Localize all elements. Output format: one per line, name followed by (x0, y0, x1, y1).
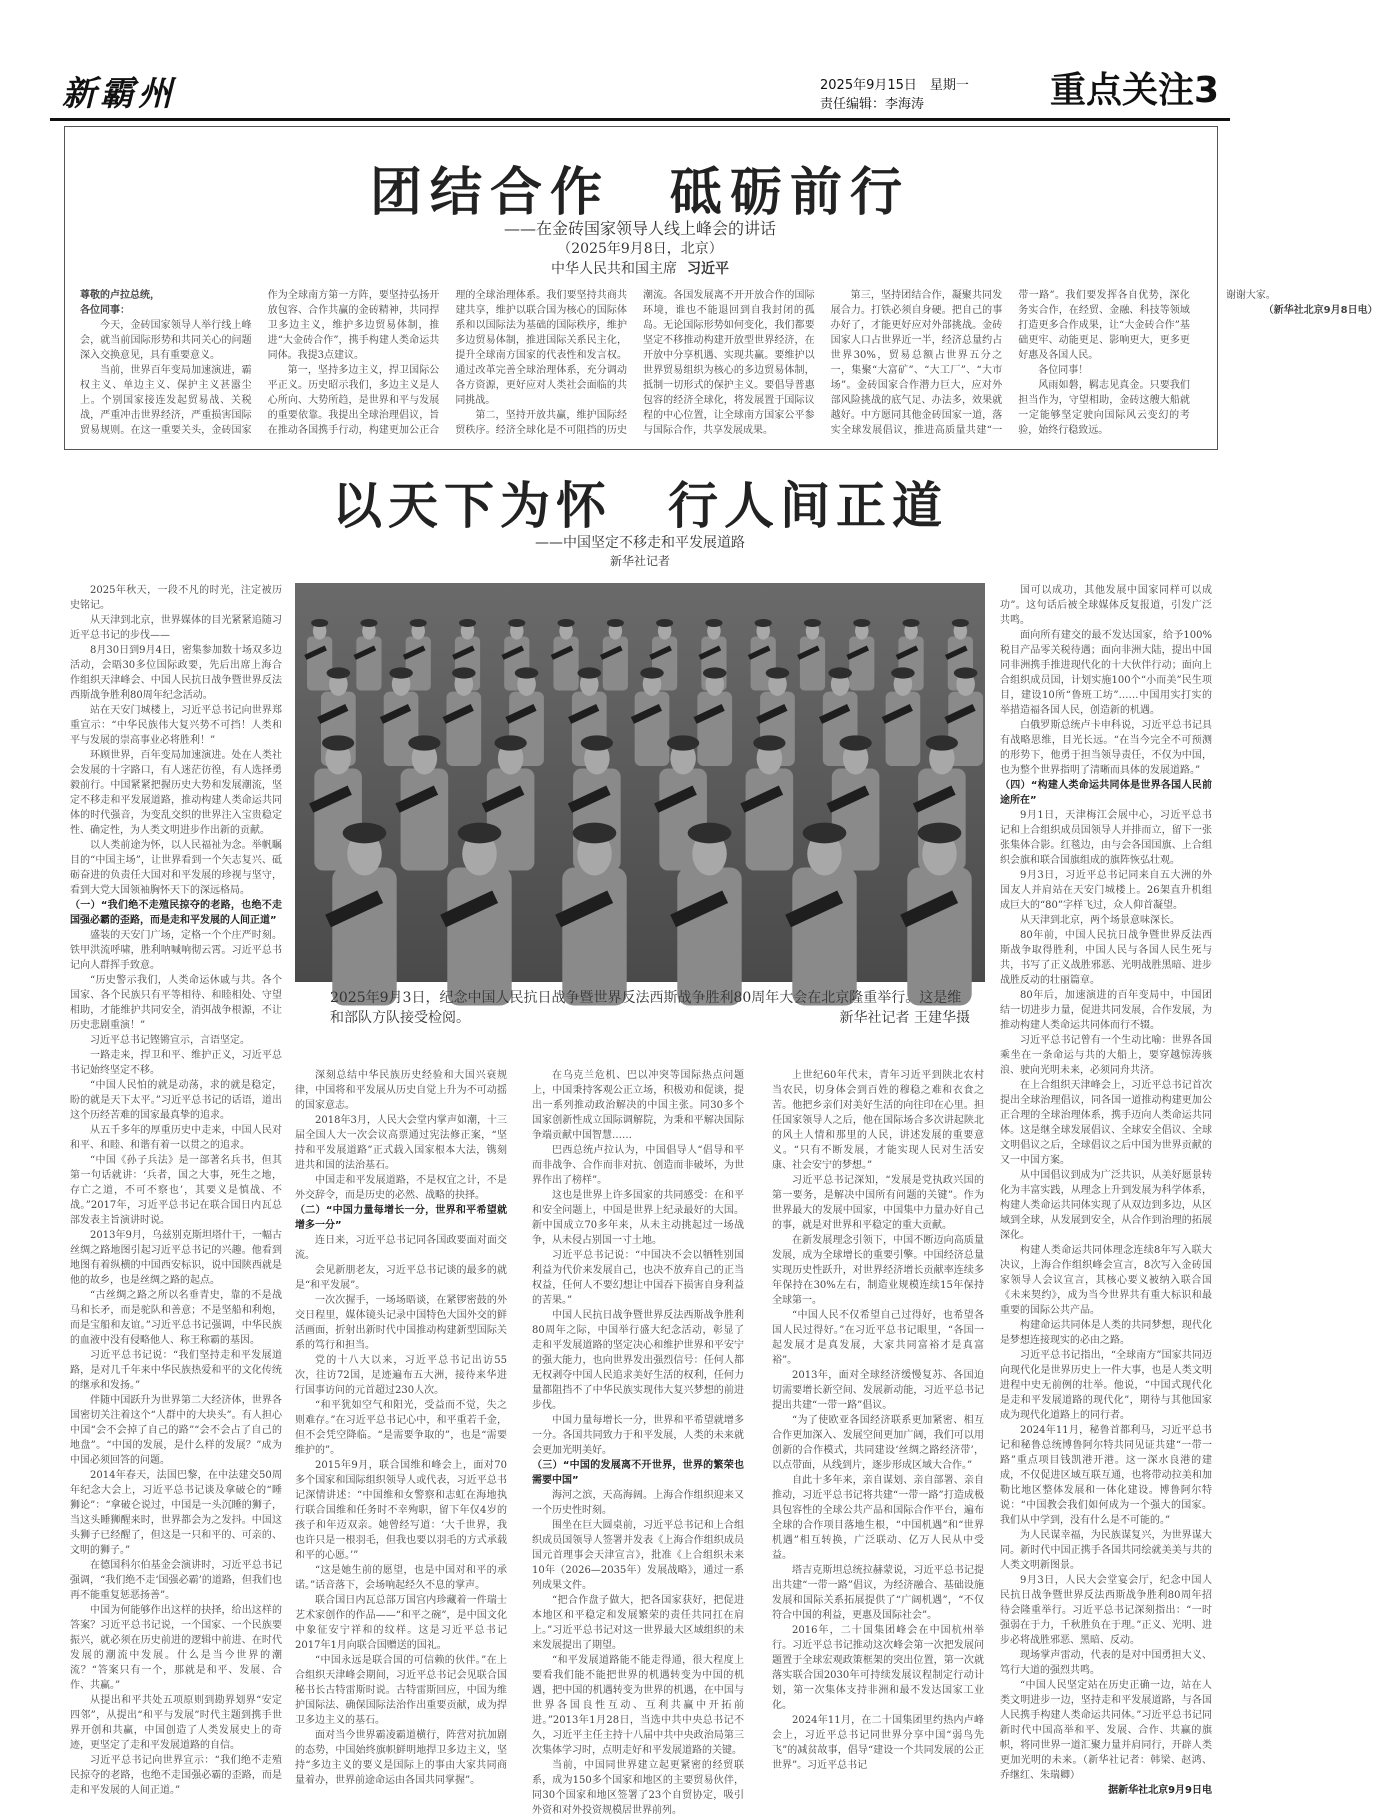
article-paragraph: 9月3日，人民大会堂宴会厅，纪念中国人民抗日战争暨世界反法西斯战争胜利80周年招待会隆重举行。习近平总书记深刻指出：“一时强弱在于力，千秋胜负在于理。”正义、光明、进步必将战胜邪恶、黑暗、反动。 (1000, 1575, 1212, 1646)
header-rule (50, 118, 1230, 121)
speech-paragraph: 谢谢大家。 (1225, 290, 1276, 301)
article-paragraph: 80年后，加速演进的百年变局中，中国团结一切进步力量，促进共同发展，合作发展，为推动构建人类命运共同体而行不辍。 (1000, 990, 1212, 1031)
speech-paragraph: 风雨如磐，羁志见真金。只要我们担当作为，守望相助，金砖这艘大船就一定能够坚定驶向国际风云变幻的考验，始终行稳致远。 (1018, 380, 1190, 436)
article1-date-place: （2025年9月8日，北京） (557, 241, 723, 257)
article2-byline: 新华社记者 (609, 554, 670, 568)
article-paragraph: 中国人民抗日战争暨世界反法西斯战争胜利80周年之际，中国举行盛大纪念活动，彰显了走和平发展道路的坚定决心和维护世界和平安宁的强大能力，也向世界发出强烈信号：任何人都无权剥夺中国人民追求美好生活的权利，任何力量都阻挡不了中华民族实现伟大复兴梦想的前进步伐。 (532, 1310, 744, 1411)
section-heading: （三）“中国的发展离不开世界，世界的繁荣也需要中国” (532, 1460, 744, 1486)
article-paragraph: “这是她生前的愿望，也是中国对和平的承诺。”话音落下，会场响起经久不息的掌声。 (295, 1565, 507, 1591)
article-paragraph: 中国力量每增长一分，世界和平希望就增多一分。各国共同致力于和平发展，人类的未来就会更加光明美好。 (532, 1415, 744, 1456)
article-paragraph: 2013年，面对全球经济缓慢复苏、各国迫切需要增长新空间、发展新动能，习近平总书记提出共建“一带一路”倡议。 (772, 1370, 984, 1411)
article-paragraph: 一次次握手，一场场晤谈，在紧锣密鼓的外交日程里，媒体镜头记录中国特色大国外交的鲜活画面，折射出新时代中国推动构建新型国际关系的笃行和担当。 (295, 1295, 507, 1351)
issue-date: 2025年9月15日 星期一 (820, 78, 969, 93)
article-paragraph: 为人民谋幸福，为民族谋复兴，为世界谋大同。新时代中国正携手各国共同绘就美美与共的人类文明新图景。 (1000, 1530, 1212, 1571)
speech-paragraph: 当前，世界百年变局加速演进，霸权主义、单边主义、保护主义甚嚣尘上。个别国家接连发起贸易战、关税战，严重冲击世界经济，严重损害国际贸易规则。在这一重要关头，金砖国家作为全球南方第一方阵，要坚持弘扬开放包容、合作共赢的金砖精神，共同捍卫多边主义，维护多边贸易体制，推进“大金砖合作”，携手构建人类命运共同体。我提3点建议。 (80, 290, 440, 436)
article-paragraph: 盛装的天安门广场，定格一个个庄严时刻。铁甲洪流呼啸，胜利呐喊响彻云霄。习近平总书记向人群挥手致意。 (70, 930, 282, 971)
article-paragraph: “历史警示我们，人类命运休戚与共。各个国家、各个民族只有平等相待、和睦相处、守望相助，才能维护共同安全，消弭战争根源，不让历史悲剧重演！” (70, 975, 282, 1031)
article-column-4 (772, 1068, 984, 1788)
article-paragraph: 习近平总书记铿锵宣示，言语坚定。 (90, 1035, 250, 1046)
article-paragraph: 在乌克兰危机、巴以冲突等国际热点问题上，中国秉持客观公正立场，积极劝和促谈，提出一系列推动政治解决的中国主张。同30多个国家创新性成立国际调解院，为秉和平解决国际争端贡献中国智慧…… (532, 1070, 744, 1141)
article2-title: 以天下为怀 行人间正道 (332, 477, 948, 535)
article-paragraph: 2013年9月，乌兹别克斯坦塔什干，一幅古丝绸之路地图引起习近平总书记的兴趣。他看到地图有着纵横的中国西安标识，说中国陕西就是他的故乡，也是丝绸之路的起点。 (70, 1230, 282, 1286)
article1-author-line (0, 258, 1280, 278)
article-paragraph: 在上合组织天津峰会上，习近平总书记首次提出全球治理倡议，同各国一道推动构建更加公正合理的全球治理体系，携手迈向人类命运共同体。这是继全球发展倡议、全球安全倡议、全球文明倡议之后，全球倡议之后中国为世界贡献的又一中国方案。 (1000, 1080, 1212, 1166)
article-paragraph: 联合国日内瓦总部万国宫内珍藏着一件瑞士艺术家创作的作品——“和平之碗”，是中国文化中象征安宁祥和的纹样。这是习近平总书记2017年1月向联合国赠送的国礼。 (295, 1595, 507, 1651)
article-paragraph: 在德国科尔伯基金会演讲时，习近平总书记强调，“我们绝不走‘国强必霸’的道路，但我们也再不能重复惩恶扬善”。 (70, 1560, 282, 1601)
article-paragraph: 这也是世界上许多国家的共同感受：在和平和安全问题上，中国是世界上纪录最好的大国。新中国成立70多年来，从未主动挑起过一场战争，从未侵占别国一寸土地。 (532, 1190, 744, 1246)
article-paragraph: 2016年，二十国集团峰会在中国杭州举行。习近平总书记推动这次峰会第一次把发展问题置于全球宏观政策框架的突出位置，第一次就落实联合国2030年可持续发展议程制定行动计划，第一次集体支持非洲和最不发达国家工业化。 (772, 1625, 984, 1711)
article-paragraph: 2024年11月，在二十国集团里约热内卢峰会上，习近平总书记同世界分享中国“弱鸟先飞”的减贫故事，倡导“建设一个共同发展的公正世界”。习近平总书记 (772, 1715, 984, 1771)
photo-caption (330, 988, 970, 1028)
speech-paragraph: 各位同事！ (1038, 365, 1089, 376)
speech-body (80, 288, 1378, 438)
article-paragraph: 从天津到北京，两个场景意味深长。 (1020, 915, 1180, 926)
section-heading: （二）“中国力量每增长一分，世界和平希望就增多一分” (295, 1205, 507, 1231)
parade-photo-image (295, 583, 985, 982)
article-paragraph: 站在天安门城楼上，习近平总书记向世界郑重宣示：“中华民族伟大复兴势不可挡！人类和平与发展的崇高事业必将胜利！” (70, 705, 282, 746)
article-paragraph: 上世纪60年代末，青年习近平到陕北农村当农民，切身体会到百姓的穆稳之难和衣食之苦。他把乡亲们对美好生活的向往印在心里。担任国家领导人之后，他在国际场合多次讲起陕北的风土人情和那里的人民，讲述发展的重要意义。“只有不断发展，才能实现人民对生活安康、社会安宁的梦想。” (772, 1070, 984, 1171)
author-name: 习近平 (687, 261, 729, 277)
article-paragraph: 面向所有建交的最不发达国家，给予100%税目产品零关税待遇；面向非洲大陆，提出中国同非洲携手推进现代化的十大伙伴行动；面向上合组织成员国，计划实施100个“小而美”民生项目，建设10所“鲁班工坊”……中国用实打实的举措造福各国人民，创造新的机遇。 (1000, 630, 1212, 716)
salutation: 尊敬的卢拉总统， (80, 290, 160, 301)
article-paragraph: 深刻总结中华民族历史经验和大国兴衰规律，中国将和平发展从历史自觉上升为不可动摇的国家意志。 (295, 1070, 507, 1111)
article-column-2 (295, 1068, 507, 1788)
article-paragraph: 9月1日，天津梅江会展中心，习近平总书记和上合组织成员国领导人并排而立，留下一张张集体合影。红毯边，由与会各国国旗、上合组织会旗和联合国旗组成的旗阵恢弘壮观。 (1000, 810, 1212, 866)
article-paragraph: 党的十八大以来，习近平总书记出访55次，往访72国，足迹遍布五大洲，接待来华进行国事访问的元首超过230人次。 (295, 1355, 507, 1396)
article-paragraph: 构建人类命运共同体理念连续8年写入联大决议，上海合作组织峰会宣言，8次写入金砖国家领导人会议宣言，其核心要义被纳入联合国《未来契约》，成为当今世界共有重大标识和最重要的国际公共产品。 (1000, 1245, 1212, 1316)
article-paragraph: “中国人民坚定站在历史正确一边，站在人类文明进步一边，坚持走和平发展道路，与各国人民携手构建人类命运共同体。”习近平总书记同新时代中国高举和平、发展、合作、共赢的旗帜，将同世界一道汇聚力量并肩同行，开辟人类更加光明的未来。（新华社记者：韩梁、赵鸿、乔继红、朱瑞卿） (1000, 1680, 1212, 1781)
speech-paragraph: 第一，坚持多边主义，捍卫国际公平正义。历史昭示我们，多边主义是人心所向、大势所趋，是世界和平与发展的重要依靠。我提出全球治理倡议，旨在推动各国携手行动，构建更加公正合理的全球治理体系。我们要坚持共商共建共享，维护以联合国为核心的国际体系和以国际法为基础的国际秩序，维护多边贸易体制，推进国际关系民主化，提升全球南方国家的代表性和发言权。通过改革完善全球治理体系，充分调动各方资源，更好应对人类社会面临的共同挑战。 (267, 290, 627, 436)
photo-credit: 新华社记者 王建华摄 (839, 1010, 970, 1026)
section-heading: （四）“构建人类命运共同体是世界各国人民前途所在” (1000, 780, 1212, 806)
section-title: 重点关注3 (1050, 70, 1220, 111)
article-paragraph: 自此十多年来，亲自谋划、亲自部署、亲自推动，习近平总书记将共建“一带一路”打造成极具包容性的全球公共产品和国际合作平台，遍布全球的合作项目落地生根，“中国机遇”和“世界机遇”相互转换，广泛联动、亿万人民从中受益。 (772, 1475, 984, 1561)
article-paragraph: 一路走来，捍卫和平、维护正义，习近平总书记始终坚定不移。 (70, 1050, 282, 1076)
article-paragraph: 2024年11月，秘鲁首都利马，习近平总书记和秘鲁总统博鲁阿尔特共同见证共建“一带一路”重点项目钱凯港开港。这一深水良港的建成，不仅促进区域互联互通，也将带动拉美和加勒比地区整体发展和一体化建设。博鲁阿尔特说：“中国教会我们如何成为一个强大的国家。我们从中学到，没有什么是不可能的。” (1000, 1425, 1212, 1526)
newspaper-name: 新霸州 (62, 74, 176, 114)
article-paragraph: 8月30日到9月4日，密集参加数十场双多边活动，会晤30多位国际政要，先后出席上海合作组织天津峰会、中国人民抗日战争暨世界反法西斯战争胜利80周年纪念活动。 (70, 645, 282, 701)
article-paragraph: 以人类前途为怀，以人民福祉为念。举帆瞩目的“中国主场”，让世界看到一个矢志复兴、砥砺奋进的负责任大国对和平发展的珍视与坚守，看到大党大国领袖胸怀天下的深远格局。 (70, 840, 282, 896)
article1-title: 团结合作 砥砺前行 (369, 163, 910, 223)
article-paragraph: 在新发展理念引领下，中国不断迈向高质量发展，成为全球增长的重要引擎。中国经济总量实现历史性跃升，对世界经济增长贡献率连续多年保持在30%左右，制造业规模连续15年保持全球第一。 (772, 1235, 984, 1306)
article-paragraph: 伴随中国跃升为世界第二大经济体，世界各国密切关注着这个“人群中的大块头”。有人担心中国“会不会掉了自己的路”“会不会占了自己的地盘”。“中国的发展，是什么样的发展？”成为中国必须回答的问题。 (70, 1395, 282, 1466)
photo-caption-text: 2025年9月3日，纪念中国人民抗日战争暨世界反法西斯战争胜利80周年大会在北京隆重举行。这是维和部队方队接受检阅。 (330, 990, 962, 1026)
article-paragraph: 面对当今世界霸凌霸道横行，阵营对抗加剧的态势，中国始终旗帜鲜明地捍卫多边主义，坚持“多边主义的要义是国际上的事由大家共同商量着办，世界前途命运由各国共同掌握”。 (295, 1730, 507, 1786)
article-paragraph: “中国人民不仅希望自己过得好，也希望各国人民过得好。”在习近平总书记眼里，“各国一起发展才是真发展，大家共同富裕才是真富裕”。 (772, 1310, 984, 1366)
article-paragraph: 2015年9月，联合国维和峰会上，面对70多个国家和国际组织领导人或代表，习近平总书记深情讲述：“中国维和女警察和志虹在海地执行联合国维和任务时不幸殉职，留下年仅4岁的孩子和年迈双亲。她曾经写道：‘大千世界，我也许只是一根羽毛，但我也要以羽毛的方式承载和平的心愿。’” (295, 1460, 507, 1561)
article-paragraph: 国可以成功，其他发展中国家同样可以成功”。这句话后被全球媒体反复报道，引发广泛共鸣。 (1000, 585, 1212, 626)
article-paragraph: 从中国倡议到成为广泛共识，从美好愿景转化为丰富实践，从理念上升到发展为科学体系，构建人类命运共同体实现了从双边到多边，从区域到全球，从发展到安全，从合作到治理的拓展深化。 (1000, 1170, 1212, 1241)
article-paragraph: “和平犹如空气和阳光，受益而不觉，失之则难存。”在习近平总书记心中，和平重若千金，但不会凭空降临。“是需要争取的”，也是“需要维护的”。 (295, 1400, 507, 1456)
article-paragraph: 塔吉克斯坦总统拉赫蒙说，习近平总书记提出共建“一带一路”倡议，为经济融合、基础设施发展和国际关系拓展提供了“广阔机遇”，“不仅符合中国的利益，更惠及国际社会”。 (772, 1565, 984, 1621)
article-paragraph: “把合作盘子做大，把各国家获好，把促进本地区和平稳定和发展繁荣的责任共同扛在肩上。”习近平总书记对这一世界最大区域组织的未来发展提出了期望。 (532, 1595, 744, 1651)
article-paragraph: 习近平总书记向世界宣示：“我们绝不走殖民掠夺的老路，也绝不走国强必霸的歪路，而是走和平发展的人间正道。” (70, 1755, 282, 1796)
article-column-3 (532, 1068, 744, 1816)
article-paragraph: 连日来，习近平总书记同各国政要面对面交流。 (295, 1235, 507, 1261)
article-paragraph: 从五千多年的厚重历史中走来，中国人民对和平、和睦、和谐有着一以贯之的追求。 (70, 1125, 282, 1151)
article-paragraph: 习近平总书记指出，“全球南方”国家共同迈向现代化是世界历史上一件大事，也是人类文明进程中史无前例的壮举。他说，“中国式现代化是走和平发展道路的现代化”，期待与其他国家成为现代化道路上的同行者。 (1000, 1350, 1212, 1421)
article-paragraph: 2025年秋天，一段不凡的时光，注定被历史铭记。 (70, 585, 282, 611)
article-paragraph: “中国人民怕的就是动荡，求的就是稳定，盼的就是天下太平。”习近平总书记的话语，道出这个历经苦难的国家最真挚的追求。 (70, 1080, 282, 1121)
article-paragraph: 白俄罗斯总统卢卡申科说，习近平总书记具有战略思维，目光长远。“在当今完全不可预测的形势下，他勇于担当领导责任，不仅为中国，也为整个世界指明了清晰而具体的发展道路。” (1000, 720, 1212, 776)
article-paragraph: 现场掌声雷动，代表的是对中国勇担大义、笃行大道的强烈共鸣。 (1000, 1650, 1212, 1676)
speech-paragraph: 第三，坚持团结合作，凝聚共同发展合力。打铁必须自身硬。把自己的事办好了，才能更好应对外部挑战。金砖国家人口占世界近一半，经济总量约占世界30%，贸易总额占世界五分之一，集聚“大富矿”、“大工厂”、“大市场”。金砖国家合作潜力巨大，应对外部风险挑战的底气足、办法多，效果就越好。中方愿同其他金砖国家一道，落实全球发展倡议，推进高质量共建“一带一路”。我们要发挥各自优势，深化务实合作，在经贸、金融、科技等领域打造更多合作成果，让“大金砖合作”基础更牢、动能更足、影响更大，更多更好惠及各国人民。 (830, 290, 1190, 436)
salutation-2: 各位同事： (80, 305, 130, 316)
article-paragraph: 中国走和平发展道路，不是权宜之计，不是外交辞令，而是历史的必然、战略的抉择。 (295, 1175, 507, 1201)
article-paragraph: 2018年3月，人民大会堂内掌声如潮，十三届全国人大一次会议高票通过宪法修正案，“坚持和平发展道路”正式载入国家根本大法，镌刻进共和国的法治基石。 (295, 1115, 507, 1171)
article-paragraph: 习近平总书记深知，“发展是党执政兴国的第一要务，是解决中国所有问题的关键”。作为世界最大的发展中国家，中国集中力量办好自己的事，就是对世界和平稳定的重大贡献。 (772, 1175, 984, 1231)
article-paragraph: 海河之滨，天高海阔。上海合作组织迎来又一个历史性时刻。 (532, 1490, 744, 1516)
speech-paragraphs (80, 288, 1378, 438)
article-paragraph: 构建命运共同体是人类的共同梦想，现代化是梦想连接现实的必由之路。 (1000, 1320, 1212, 1346)
article-paragraph: “中国《孙子兵法》是一部著名兵书，但其第一句话就讲：‘兵者，国之大事，死生之地，存亡之道，不可不察也’，其要义是慎战、不战。”2017年，习近平总书记在联合国日内瓦总部发表主旨演讲时说。 (70, 1155, 282, 1226)
article-paragraph: 从提出和平共处五项原则到勘界划界“安定四邻”，从提出“和平与发展”时代主题到携手世界开创和共赢，中国创造了人类发展史上的奇迹，更坚定了走和平发展道路的自信。 (70, 1695, 282, 1751)
article2-subtitle: ——中国坚定不移走和平发展道路 (535, 535, 745, 551)
article-paragraph: “中国永远是联合国的可信赖的伙伴。”在上合组织天津峰会期间，习近平总书记会见联合国秘书长古特雷斯时说。古特雷斯回应，中国为维护国际法、确保国际法治作出重要贡献，成为捍卫多边主义的基石。 (295, 1655, 507, 1726)
speech-paragraph: 今天，金砖国家领导人举行线上峰会，就当前国际形势和共同关心的问题深入交换意见，具有重要意义。 (80, 320, 252, 361)
article-paragraph: “古丝绸之路之所以名垂青史，靠的不是战马和长矛，而是驼队和善意；不是坚船和利炮，而是宝船和友谊。”习近平总书记强调，中华民族的血液中没有侵略他人、称王称霸的基因。 (70, 1290, 282, 1346)
article-paragraph: 巴西总统卢拉认为，中国倡导人“倡导和平而非战争、合作而非对抗、创造而非破坏，为世界作出了榜样”。 (532, 1145, 744, 1186)
article-paragraph: 9月3日，习近平总书记同来自五大洲的外国友人并肩站在天安门城楼上。26架直升机组成巨大的“80”字样飞过，众人仰首凝望。 (1000, 870, 1212, 911)
responsible-editor: 责任编辑：李海涛 (820, 97, 925, 112)
section-heading: （一）“我们绝不走殖民掠夺的老路，也绝不走国强必霸的歪路，而是走和平发展的人间正道” (70, 900, 282, 926)
parade-photo (295, 583, 985, 982)
article-paragraph: 围坐在巨大圆桌前，习近平总书记和上合组织成员国领导人签署并发表《上海合作组织成员国元首理事会天津宣言》，批准《上合组织未来10年（2026—2035年）发展战略》，通过一系列成果文件。 (532, 1520, 744, 1591)
article-paragraph: 从天津到北京，世界媒体的目光紧紧追随习近平总书记的步伐—— (70, 615, 282, 641)
article-paragraph: 当前，中国同世界建立起更紧密的经贸联系，成为150多个国家和地区的主要贸易伙伴，同30个国家和地区签署了23个自贸协定，吸引外资和对外投资规模居世界前列。 (532, 1760, 744, 1816)
article-paragraph: 中国为何能够作出这样的抉择，给出这样的答案？习近平总书记说，一个国家、一个民族要振兴，就必须在历史前进的逻辑中前进、在时代发展的潮流中发展。什么是当今世界的潮流？“答案只有一个，那就是和平、发展、合作、共赢。” (70, 1605, 282, 1691)
article1-subtitle: ——在金砖国家领导人线上峰会的讲话 (503, 219, 776, 238)
article-paragraph: 习近平总书记说：“中国决不会以牺牲别国利益为代价来发展自己，也决不放弃自己的正当权益，任何人不要幻想让中国吞下损害自身利益的苦果。” (532, 1250, 744, 1306)
article-paragraph: 环顾世界，百年变局加速演进。处在人类社会发展的十字路口，有人迷茫彷徨，有人选择勇毅前行。中国紧紧把握历史大势和发展潮流，坚定不移走和平发展道路，推动构建人类命运共同体的时代强音，为变乱交织的世界注入宝贵稳定性、确定性，为人类文明进步作出新的贡献。 (70, 750, 282, 836)
article-paragraph: 80年前，中国人民抗日战争暨世界反法西斯战争取得胜利，中国人民与各国人民生死与共，书写了正义战胜邪恶、光明战胜黑暗、进步战胜反动的壮丽篇章。 (1000, 930, 1212, 986)
speech-paragraph: 第二，坚持开放共赢，维护国际经贸秩序。经济全球化是不可阻挡的历史潮流。各国发展离不开开放合作的国际环境，谁也不能退回到自我封闭的孤岛。无论国际形势如何变化，我们都要坚定不移推动构建开放型世界经济，在开放中分享机遇、实现共赢。要维护以世界贸易组织为核心的多边贸易体制，抵制一切形式的保护主义。要倡导普惠包容的经济全球化，将发展置于国际议程的中心位置，让全球南方国家公平参与国际合作，共享发展成果。 (455, 290, 815, 436)
article-source: 据新华社北京9月9日电 (1108, 1785, 1212, 1796)
article-paragraph: 习近平总书记说：“我们坚持走和平发展道路，是对几千年来中华民族热爱和平的文化传统的继承和发扬。” (70, 1350, 282, 1391)
speech-source: （新华社北京9月8日电） (1263, 305, 1378, 316)
article-paragraph: 会见新朋老友，习近平总书记谈的最多的就是“和平发展”。 (295, 1265, 507, 1291)
author-title: 中华人民共和国主席 (551, 261, 677, 277)
article-column-1 (70, 583, 282, 1796)
article-paragraph: 2014年春天，法国巴黎，在中法建交50周年纪念大会上，习近平总书记谈及拿破仑的“睡狮论”：“拿破仑说过，中国是一头沉睡的狮子，当这头睡狮醒来时，世界都会为之发抖。中国这头狮子已经醒了，但这是一只和平的、可亲的、文明的狮子。” (70, 1470, 282, 1556)
article-paragraph: 习近平总书记曾有一个生动比喻：世界各国乘坐在一条命运与共的大船上，要穿越惊涛骇浪、驶向光明未来，必须同舟共济。 (1000, 1035, 1212, 1076)
masthead (50, 58, 1230, 118)
article-column-5 (1000, 583, 1212, 1796)
article-paragraph: “和平发展道路能不能走得通，很大程度上要看我们能不能把世界的机遇转变为中国的机遇，把中国的机遇转变为世界的机遇，在中国与世界各国良性互动、互利共赢中开拓前进。”2013年1月28日，当选中共中央总书记不久，习近平主任主持十八届中共中央政治局第三次集体学习时，点明走好和平发展道路的关键。 (532, 1655, 744, 1756)
article-paragraph: “为了使欧亚各国经济联系更加紧密、相互合作更加深入、发展空间更加广阔，我们可以用创新的合作模式，共同建设‘丝绸之路经济带’，以点带面，从线到片，逐步形成区域大合作。” (772, 1415, 984, 1471)
